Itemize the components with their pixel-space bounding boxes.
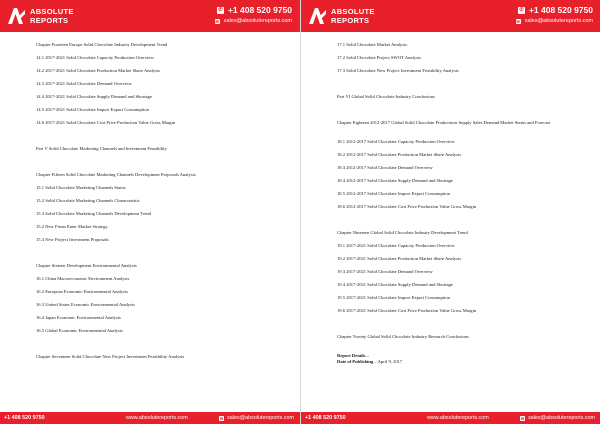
toc-item: 14.6 2017-2021 Solid Chocolate Cost Price Production Value Gross Margin <box>36 120 176 125</box>
toc-item: 17.1 Solid Chocolate Market Analysis <box>337 42 408 47</box>
toc-item: 19.6 2017-2021 Solid Chocolate Cost Price Production Value Gross Margin <box>337 308 477 313</box>
toc-item: 17.2 Solid Chocolate Project SWOT Analysis <box>337 55 421 60</box>
toc-item: 19.3 2017-2021 Solid Chocolate Demand Overview <box>337 269 433 274</box>
footer-website[interactable]: www.absolutereports.com <box>126 415 188 421</box>
page-footer <box>0 412 300 424</box>
logo-mark-icon <box>307 6 327 26</box>
mail-icon: ✉ <box>215 18 219 24</box>
mail-icon: ✉ <box>219 415 224 421</box>
footer-phone[interactable]: +1 408 520 9750 <box>4 415 45 421</box>
header-email[interactable]: sales@absolutereports.com <box>524 18 593 24</box>
toc-item: Chapter Sixteen Development Environmental Analysis <box>36 263 137 268</box>
toc-item: 15.3 Solid Chocolate Marketing Channels Development Trend <box>36 211 151 216</box>
toc-item: 18.5 2012-2017 Solid Chocolate Import Export Consumption <box>337 191 450 196</box>
page-footer <box>301 412 600 424</box>
footer-email[interactable]: sales@absolutereports.com <box>227 415 294 421</box>
brand-line1: ABSOLUTE <box>331 7 375 16</box>
header-phone[interactable]: +1 408 520 9750 <box>528 5 593 15</box>
toc-item: Chapter Fifteen Solid Chocolate Marketing Channels Development Proposals Analysis <box>36 172 196 177</box>
toc-item: 15.3 New Project Investment Proposals <box>36 237 109 242</box>
date-label: Date of Publishing <box>337 359 374 364</box>
brand-line1: ABSOLUTE <box>30 7 74 16</box>
toc-item: 19.5 2017-2021 Solid Chocolate Import Export Consumption <box>337 295 450 300</box>
toc-item: 18.4 2012-2017 Solid Chocolate Supply Demand and Shortage <box>337 178 453 183</box>
header-contact <box>215 5 292 24</box>
toc-item: Chapter Twenty Global Solid Chocolate Industry Research Conclusions <box>337 334 469 339</box>
toc-item: 14.1 2017-2021 Solid Chocolate Capacity Production Overview <box>36 55 154 60</box>
toc-item: Part VI Global Solid Chocolate Industry Conclusions <box>337 94 435 99</box>
footer-email[interactable]: sales@absolutereports.com <box>528 415 595 421</box>
toc-item: 18.3 2012-2017 Solid Chocolate Demand Overview <box>337 165 433 170</box>
toc-left <box>36 42 290 367</box>
footer-email-group <box>219 415 294 421</box>
toc-item: Chapter Seventeen Solid Chocolate New Project Investment Feasibility Analysis <box>36 354 185 359</box>
toc-item: 18.6 2012-2017 Solid Chocolate Cost Price Production Value Gross Margin <box>337 204 477 209</box>
toc-right <box>337 42 591 365</box>
toc-item: 17.3 Solid Chocolate New Project Investment Feasibility Analysis <box>337 68 459 73</box>
header-email[interactable]: sales@absolutereports.com <box>223 18 292 24</box>
logo-text <box>331 8 375 25</box>
toc-item: 14.2 2017-2021 Solid Chocolate Production Market Share Analysis <box>36 68 161 73</box>
toc-item: 19.2 2017-2021 Solid Chocolate Production Market Share Analysis <box>337 256 462 261</box>
toc-item: 15.2 New Firms Enter Market Strategy <box>36 224 108 229</box>
brand-line2: REPORTS <box>30 15 69 25</box>
page-header <box>0 0 300 32</box>
toc-item: Part V Solid Chocolate Marketing Channels and Investment Feasibility <box>36 146 167 151</box>
toc-item: Chapter Eighteen 2012-2017 Global Solid Chocolate Productions Supply Sales Demand Market Status and Forecast <box>337 120 551 125</box>
right-page <box>300 0 600 424</box>
toc-item: 16.4 Japan Economic Environmental Analysis <box>36 315 121 320</box>
toc-item: 18.1 2012-2017 Solid Chocolate Capacity Production Overview <box>337 139 455 144</box>
footer-website[interactable]: www.absolutereports.com <box>427 415 489 421</box>
phone-icon: ✆ <box>218 6 223 13</box>
footer-email-group <box>520 415 595 421</box>
brand-line2: REPORTS <box>331 15 370 25</box>
toc-item: 16.2 European Economic Environmental Analysis <box>36 289 128 294</box>
toc-item: 16.1 China Macroeconomic Environment Analysis <box>36 276 130 281</box>
report-details-label: Report Details – <box>337 353 369 358</box>
toc-item: 19.1 2017-2021 Solid Chocolate Capacity Production Overview <box>337 243 455 248</box>
toc-item: Chapter Nineteen Global Solid Chocolate Industry Development Trend <box>337 230 468 235</box>
absolute-reports-logo <box>307 6 397 28</box>
toc-item: 14.4 2017-2021 Solid Chocolate Supply Demand and Shortage <box>36 94 152 99</box>
toc-item: 18.2 2012-2017 Solid Chocolate Production Market Share Analysis <box>337 152 462 157</box>
toc-item: 19.4 2017-2021 Solid Chocolate Supply Demand and Shortage <box>337 282 453 287</box>
mail-icon: ✉ <box>516 18 520 24</box>
page-header <box>301 0 600 32</box>
absolute-reports-logo <box>6 6 96 28</box>
toc-item: 16.3 United States Economic Environmental Analysis <box>36 302 136 307</box>
logo-text <box>30 8 74 25</box>
report-details <box>337 353 591 365</box>
phone-icon: ✆ <box>519 6 524 13</box>
mail-icon: ✉ <box>520 415 525 421</box>
toc-item: 15.1 Solid Chocolate Marketing Channels Status <box>36 185 126 190</box>
toc-item: 16.5 Global Economic Environmental Analysis <box>36 328 123 333</box>
toc-item: 14.3 2017-2021 Solid Chocolate Demand Overview <box>36 81 132 86</box>
toc-item: 15.2 Solid Chocolate Marketing Channels Characteristic <box>36 198 140 203</box>
toc-item: 14.5 2017-2021 Solid Chocolate Import Export Consumption <box>36 107 149 112</box>
toc-item: Chapter Fourteen Europe Solid Chocolate Industry Development Trend <box>36 42 168 47</box>
date-value: – April 9, 2017 <box>374 359 403 364</box>
logo-mark-icon <box>6 6 26 26</box>
header-contact <box>516 5 593 24</box>
footer-phone[interactable]: +1 408 520 9750 <box>305 415 346 421</box>
header-phone[interactable]: +1 408 520 9750 <box>227 5 292 15</box>
